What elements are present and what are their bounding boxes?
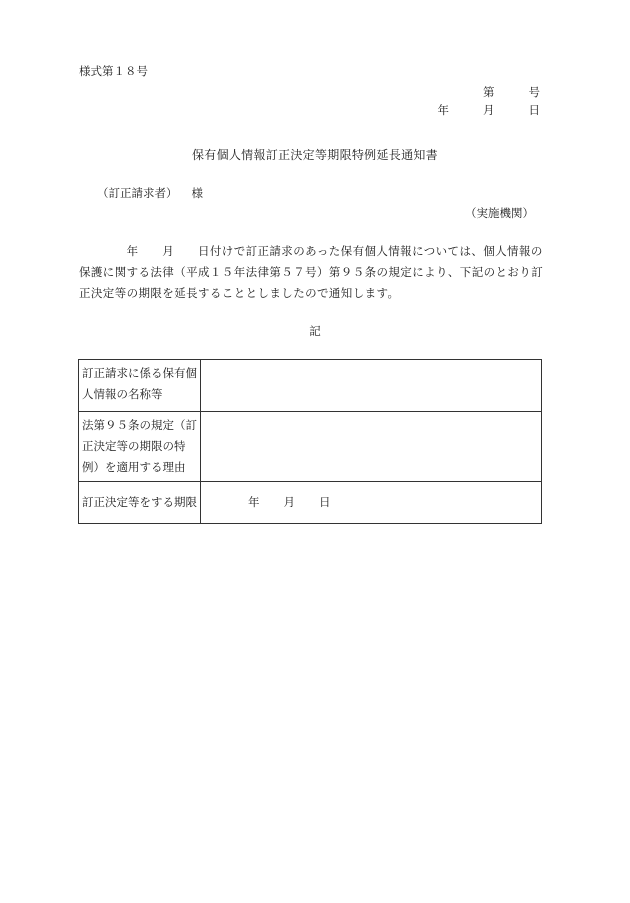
notice-body: 年 月 日付けで訂正請求のあった保有個人情報については、個人情報の保護に関する法律（平成１５年法律第５７号）第９５条の規定により、下記のとおり訂正決定等の期限を延長することとしましたので通知します。 (79, 244, 544, 300)
deadline-month: 月 (283, 495, 295, 509)
table-row (79, 482, 542, 524)
table-row (79, 360, 542, 412)
doc-number-prefix: 第 (483, 85, 495, 99)
issue-date (438, 102, 541, 118)
document-title: 保有個人情報訂正決定等期限特例延長通知書 (191, 148, 438, 162)
row-value-reason (201, 412, 542, 482)
addressee (97, 185, 203, 201)
ki-heading: 記 (309, 324, 321, 338)
addressee-name: （訂正請求者） (97, 186, 178, 200)
row-label-reason: 法第９５条の規定（訂正決定等の期限の特例）を適用する理由 (79, 412, 201, 482)
row-value-deadline (201, 482, 542, 524)
document-number (483, 84, 540, 100)
row-label-deadline: 訂正決定等をする期限 (79, 482, 201, 524)
issue-date-year: 年 (437, 103, 449, 117)
issue-date-day: 日 (528, 103, 540, 117)
issue-date-month: 月 (483, 103, 495, 117)
row-value-info-name (201, 360, 542, 412)
table-row (79, 412, 542, 482)
implementing-agency: （実施機関） (465, 206, 534, 220)
addressee-honorific: 様 (191, 186, 203, 200)
deadline-year: 年 (248, 495, 260, 509)
row-label-info-name: 訂正請求に係る保有個人情報の名称等 (79, 360, 201, 412)
notice-table (78, 359, 542, 524)
doc-number-suffix: 号 (528, 85, 540, 99)
form-number: 様式第１８号 (79, 64, 148, 78)
deadline-date (204, 492, 538, 513)
deadline-day: 日 (319, 495, 331, 509)
